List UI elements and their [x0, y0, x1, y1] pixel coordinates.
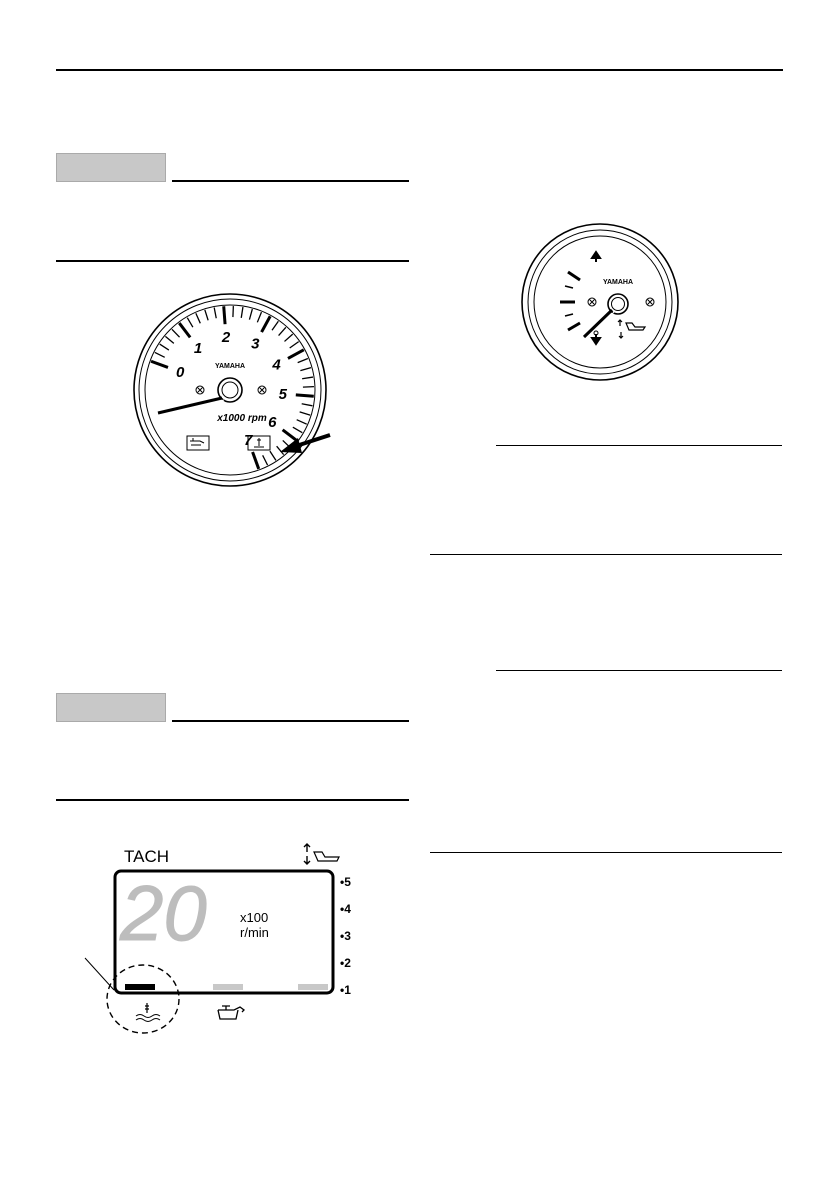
trim-meter-figure [520, 222, 690, 382]
tach-scale-number: 1 [193, 339, 203, 357]
tach-scale-number: 0 [176, 363, 185, 381]
trim-indicator-icon [618, 320, 645, 338]
tach-minor-tick [249, 309, 252, 320]
scale-label: •1 [340, 983, 351, 997]
scale-label: •5 [340, 875, 351, 889]
tach-minor-tick [302, 404, 313, 406]
scale-label: •2 [340, 956, 351, 970]
tach-minor-tick [241, 307, 243, 318]
tach-unit-label: x1000 rpm [217, 413, 267, 424]
oil-warning-icon [187, 436, 209, 450]
page-header-rule [56, 69, 783, 71]
scale-label: •4 [340, 902, 351, 916]
tach-needle [158, 398, 222, 413]
tach-minor-tick [290, 342, 299, 348]
tach-minor-tick [272, 321, 278, 330]
highlight-ellipse [107, 965, 179, 1033]
tach-scale-number: 6 [268, 414, 277, 432]
lcd-unit-line1: x100 [240, 910, 269, 925]
tach-minor-tick [302, 377, 313, 379]
note-rule-top-3 [496, 445, 782, 446]
oil-warning-icon [218, 1006, 244, 1019]
note-rule-bottom-4 [430, 852, 782, 853]
tach-minor-tick [300, 368, 311, 371]
lcd-bar-segment [213, 984, 243, 990]
tach-major-tick [224, 306, 225, 324]
tach-minor-tick [160, 344, 169, 350]
note-rule-bottom-1 [56, 260, 409, 262]
tach-major-tick [288, 350, 304, 359]
tach-scale-number: 2 [221, 329, 231, 347]
tach-minor-tick [172, 329, 180, 337]
tach-minor-tick [205, 310, 208, 320]
screw-icon [588, 298, 596, 306]
tach-scale-number: 3 [251, 335, 260, 353]
analog-tachometer-figure [130, 290, 360, 490]
note-rule-top-4 [496, 670, 782, 671]
trim-indicator-icon [304, 844, 339, 864]
tach-minor-tick [214, 308, 216, 319]
overheat-warning-icon [136, 1003, 160, 1022]
tach-scale-number: 4 [272, 356, 281, 374]
tach-minor-tick [279, 327, 286, 335]
note-rule-bottom-3 [430, 554, 782, 555]
trim-up-arrow-icon [592, 252, 600, 262]
tach-scale-number: 7 [243, 431, 253, 449]
tach-minor-tick [187, 318, 193, 327]
lcd-bar-segment [298, 984, 328, 990]
tach-minor-tick [300, 412, 310, 415]
tach-minor-tick [155, 352, 165, 357]
screw-icon [258, 386, 266, 394]
scale-label: •3 [340, 929, 351, 943]
tach-minor-tick [165, 336, 173, 343]
note-rule-top-1 [172, 180, 409, 182]
tach-minor-tick [298, 359, 308, 363]
tach-brand: YAMAHA [214, 363, 246, 370]
tach-minor-tick [297, 420, 307, 424]
note-rule-bottom-2 [56, 799, 409, 801]
screw-icon [196, 386, 204, 394]
lcd-reading: 20 [120, 869, 207, 957]
digital-tachometer-figure [80, 838, 380, 1038]
tach-major-tick [151, 361, 168, 367]
note-label-box-1 [56, 153, 166, 182]
note-rule-top-2 [172, 720, 409, 722]
tach-major-tick [296, 395, 314, 396]
lcd-unit-line2: r/min [240, 925, 269, 940]
tach-minor-tick [284, 334, 292, 341]
tach-major-tick [179, 323, 190, 337]
tach-minor-tick [257, 312, 261, 322]
tach-major-tick [262, 316, 271, 332]
tach-minor-tick [293, 427, 302, 433]
tach-major-tick [283, 430, 297, 441]
trim-brand: YAMAHA [602, 279, 634, 286]
tach-major-tick [253, 452, 259, 469]
tach-minor-tick [270, 451, 276, 460]
digital-tach-title: TACH [124, 847, 170, 866]
note-label-box-2 [56, 693, 166, 722]
tach-minor-tick [196, 313, 200, 323]
tach-scale-number: 5 [278, 385, 288, 403]
screw-icon [646, 298, 654, 306]
tach-minor-tick [263, 455, 268, 465]
lcd-bar-segment [125, 984, 155, 990]
